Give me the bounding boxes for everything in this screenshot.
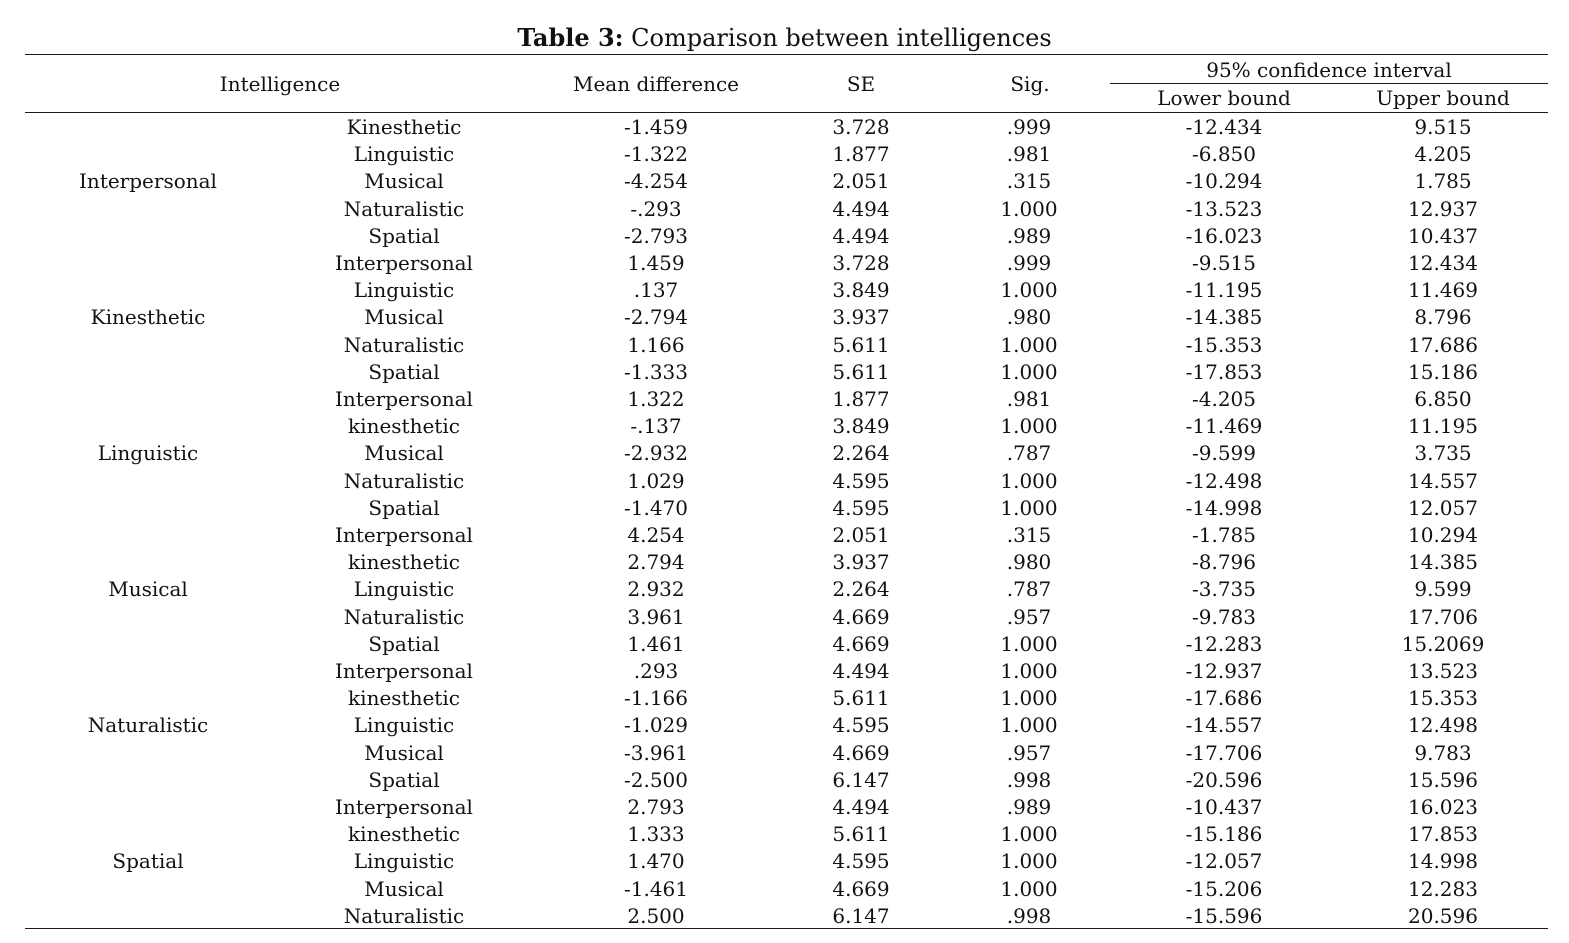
cell-se: 3.849	[832, 278, 890, 303]
cell-se: 6.147	[832, 767, 890, 792]
cell-se: 4.595	[832, 495, 890, 520]
cell-sig: .998	[1006, 903, 1052, 928]
cell-mean-difference: 2.932	[627, 577, 685, 602]
cell-upper-bound: 14.385	[1408, 550, 1478, 575]
cell-mean-difference: 1.461	[627, 631, 685, 656]
cell-lower-bound: -9.599	[1191, 441, 1256, 466]
cell-compared-with: Naturalistic	[343, 196, 465, 221]
cell-lower-bound: -3.735	[1191, 577, 1256, 602]
cell-upper-bound: 10.294	[1408, 523, 1478, 547]
cell-compared-with: Naturalistic	[343, 903, 465, 928]
cell-lower-bound: -17.686	[1185, 686, 1263, 711]
cell-upper-bound: 3.735	[1414, 441, 1472, 466]
cell-compared-with: Musical	[364, 169, 444, 194]
cell-upper-bound: 1.785	[1414, 169, 1472, 194]
cell-sig: 1.000	[1000, 495, 1058, 520]
cell-lower-bound: -15.206	[1185, 876, 1263, 901]
cell-se: 3.849	[832, 414, 890, 439]
header-mean-difference: Mean difference	[572, 72, 740, 96]
cell-sig: .999	[1006, 115, 1052, 139]
cell-sig: .989	[1006, 795, 1052, 819]
caption-label: Table 3:	[517, 23, 624, 52]
top-rule	[25, 54, 1548, 55]
cell-compared-with: Linguistic	[353, 849, 455, 874]
cell-upper-bound: 8.796	[1414, 305, 1472, 330]
cell-sig: 1.000	[1000, 822, 1058, 847]
header-rule	[25, 112, 1548, 113]
cell-lower-bound: -12.434	[1185, 115, 1263, 139]
cell-compared-with: Naturalistic	[343, 604, 465, 629]
cell-se: 4.595	[832, 849, 890, 874]
header-se: SE	[846, 72, 876, 96]
cell-mean-difference: -2.794	[623, 305, 688, 330]
cell-mean-difference: 1.029	[627, 468, 685, 493]
cell-se: 6.147	[832, 903, 890, 928]
cell-mean-difference: -3.961	[623, 740, 688, 765]
cell-compared-with: Spatial	[368, 495, 440, 520]
cell-sig: 1.000	[1000, 631, 1058, 656]
cell-lower-bound: -20.596	[1185, 767, 1263, 792]
cell-compared-with: Linguistic	[353, 142, 455, 167]
cell-upper-bound: 12.283	[1408, 876, 1478, 901]
cell-mean-difference: 1.322	[627, 387, 685, 411]
cell-se: 3.937	[832, 550, 890, 575]
caption-text: Comparison between intelligences	[631, 24, 1052, 52]
group-label: Linguistic	[97, 441, 199, 466]
cell-lower-bound: -15.596	[1185, 903, 1263, 928]
cell-lower-bound: -11.195	[1185, 278, 1263, 303]
cell-lower-bound: -9.783	[1191, 604, 1256, 629]
cell-lower-bound: -6.850	[1191, 142, 1256, 167]
cell-mean-difference: .293	[633, 659, 679, 683]
cell-sig: 1.000	[1000, 196, 1058, 221]
cell-compared-with: Linguistic	[353, 713, 455, 738]
cell-se: 2.264	[832, 577, 890, 602]
cell-compared-with: kinesthetic	[348, 686, 460, 711]
cell-se: 4.669	[832, 631, 890, 656]
cell-compared-with: Musical	[364, 305, 444, 330]
cell-mean-difference: -.293	[630, 196, 682, 221]
cell-upper-bound: 9.599	[1414, 577, 1472, 602]
cell-sig: .787	[1006, 577, 1052, 602]
cell-mean-difference: 4.254	[627, 523, 685, 547]
cell-sig: .980	[1006, 550, 1052, 575]
cell-upper-bound: 6.850	[1414, 387, 1472, 411]
cell-upper-bound: 9.783	[1414, 740, 1472, 765]
header-lower-bound: Lower bound	[1157, 86, 1291, 110]
cell-lower-bound: -12.937	[1185, 659, 1263, 683]
cell-se: 4.595	[832, 713, 890, 738]
cell-upper-bound: 4.205	[1414, 142, 1472, 167]
cell-upper-bound: 9.515	[1414, 115, 1472, 139]
cell-compared-with: kinesthetic	[348, 822, 460, 847]
cell-sig: 1.000	[1000, 876, 1058, 901]
cell-upper-bound: 15.353	[1408, 686, 1478, 711]
cell-se: 1.877	[832, 142, 890, 167]
cell-sig: 1.000	[1000, 414, 1058, 439]
cell-sig: .980	[1006, 305, 1052, 330]
group-label: Musical	[108, 577, 188, 602]
cell-upper-bound: 17.853	[1408, 822, 1478, 847]
cell-upper-bound: 11.195	[1408, 414, 1478, 439]
cell-compared-with: Musical	[364, 441, 444, 466]
cell-se: 4.595	[832, 468, 890, 493]
cell-lower-bound: -16.023	[1185, 223, 1263, 248]
cell-lower-bound: -15.353	[1185, 332, 1263, 357]
cell-compared-with: Interpersonal	[335, 251, 473, 275]
cell-compared-with: Interpersonal	[335, 659, 473, 683]
cell-sig: 1.000	[1000, 332, 1058, 357]
cell-compared-with: Linguistic	[353, 577, 455, 602]
cell-lower-bound: -17.706	[1185, 740, 1263, 765]
cell-upper-bound: 12.937	[1408, 196, 1478, 221]
cell-compared-with: Interpersonal	[335, 387, 473, 411]
cell-lower-bound: -14.385	[1185, 305, 1263, 330]
cell-upper-bound: 16.023	[1408, 795, 1478, 819]
cell-sig: .999	[1006, 251, 1052, 275]
cell-se: 4.494	[832, 795, 890, 819]
cell-compared-with: Spatial	[368, 223, 440, 248]
cell-se: 2.051	[832, 169, 890, 194]
cell-se: 5.611	[832, 332, 890, 357]
cell-mean-difference: -1.166	[623, 686, 688, 711]
cell-se: 4.494	[832, 659, 890, 683]
cell-lower-bound: -4.205	[1191, 387, 1256, 411]
cell-sig: .957	[1006, 604, 1052, 629]
cell-sig: .989	[1006, 223, 1052, 248]
cell-upper-bound: 15.186	[1408, 359, 1478, 384]
cell-lower-bound: -1.785	[1191, 523, 1256, 547]
cell-compared-with: Linguistic	[353, 278, 455, 303]
cell-lower-bound: -11.469	[1185, 414, 1263, 439]
cell-upper-bound: 10.437	[1408, 223, 1478, 248]
cell-mean-difference: 3.961	[627, 604, 685, 629]
cell-compared-with: Kinesthetic	[346, 115, 462, 139]
cell-lower-bound: -8.796	[1191, 550, 1256, 575]
cell-compared-with: Spatial	[368, 767, 440, 792]
group-label: Naturalistic	[87, 713, 209, 738]
cell-lower-bound: -15.186	[1185, 822, 1263, 847]
header-sig: Sig.	[1010, 72, 1050, 96]
group-label: Spatial	[112, 849, 184, 874]
cell-se: 5.611	[832, 822, 890, 847]
cell-se: 5.611	[832, 686, 890, 711]
cell-mean-difference: 1.470	[627, 849, 685, 874]
cell-compared-with: Musical	[364, 876, 444, 901]
cell-mean-difference: -1.459	[623, 115, 688, 139]
cell-compared-with: Naturalistic	[343, 468, 465, 493]
cell-mean-difference: 1.333	[627, 822, 685, 847]
cell-upper-bound: 15.596	[1408, 767, 1478, 792]
cell-mean-difference: 2.793	[627, 795, 685, 819]
cell-sig: .315	[1006, 523, 1052, 547]
cell-upper-bound: 17.706	[1408, 604, 1478, 629]
cell-se: 5.611	[832, 359, 890, 384]
cell-sig: 1.000	[1000, 468, 1058, 493]
cell-upper-bound: 15.2069	[1401, 631, 1485, 656]
cell-compared-with: Spatial	[368, 359, 440, 384]
cell-sig: 1.000	[1000, 659, 1058, 683]
cell-se: 4.669	[832, 876, 890, 901]
cell-sig: 1.000	[1000, 849, 1058, 874]
cell-sig: 1.000	[1000, 713, 1058, 738]
cell-mean-difference: 1.166	[627, 332, 685, 357]
cell-mean-difference: 2.794	[627, 550, 685, 575]
cell-lower-bound: -9.515	[1191, 251, 1256, 275]
cell-upper-bound: 12.434	[1408, 251, 1478, 275]
header-intelligence: Intelligence	[219, 72, 341, 96]
cell-sig: .981	[1006, 387, 1052, 411]
cell-mean-difference: -2.500	[623, 767, 688, 792]
cell-compared-with: Spatial	[368, 631, 440, 656]
cell-mean-difference: -1.333	[623, 359, 688, 384]
cell-lower-bound: -17.853	[1185, 359, 1263, 384]
cell-lower-bound: -12.057	[1185, 849, 1263, 874]
cell-se: 3.728	[832, 115, 890, 139]
cell-mean-difference: .137	[633, 278, 679, 303]
cell-mean-difference: -2.932	[623, 441, 688, 466]
cell-se: 1.877	[832, 387, 890, 411]
header-ci: 95% confidence interval	[1206, 58, 1452, 82]
cell-compared-with: Interpersonal	[335, 523, 473, 547]
cell-se: 4.494	[832, 223, 890, 248]
cell-compared-with: Interpersonal	[335, 795, 473, 819]
cell-lower-bound: -12.283	[1185, 631, 1263, 656]
cell-lower-bound: -12.498	[1185, 468, 1263, 493]
cell-se: 4.669	[832, 604, 890, 629]
cell-lower-bound: -10.294	[1185, 169, 1263, 194]
cell-se: 2.051	[832, 523, 890, 547]
cell-se: 4.494	[832, 196, 890, 221]
group-label: Interpersonal	[79, 169, 217, 194]
cell-compared-with: kinesthetic	[348, 414, 460, 439]
cell-upper-bound: 11.469	[1408, 278, 1478, 303]
cell-sig: .315	[1006, 169, 1052, 194]
cell-mean-difference: 2.500	[627, 903, 685, 928]
cell-mean-difference: -2.793	[623, 223, 688, 248]
group-label: Kinesthetic	[90, 305, 206, 330]
cell-upper-bound: 17.686	[1408, 332, 1478, 357]
cell-upper-bound: 14.557	[1408, 468, 1478, 493]
table-caption	[0, 22, 1569, 54]
cell-se: 2.264	[832, 441, 890, 466]
header-upper-bound: Upper bound	[1376, 86, 1510, 110]
cell-se: 3.728	[832, 251, 890, 275]
cell-mean-difference: -1.461	[623, 876, 688, 901]
cell-mean-difference: -1.470	[623, 495, 688, 520]
cell-upper-bound: 14.998	[1408, 849, 1478, 874]
cell-compared-with: Naturalistic	[343, 332, 465, 357]
cell-sig: .787	[1006, 441, 1052, 466]
cell-sig: 1.000	[1000, 359, 1058, 384]
cell-compared-with: kinesthetic	[348, 550, 460, 575]
cell-mean-difference: -.137	[630, 414, 682, 439]
cell-sig: .981	[1006, 142, 1052, 167]
cell-sig: 1.000	[1000, 278, 1058, 303]
cell-upper-bound: 12.498	[1408, 713, 1478, 738]
cell-sig: 1.000	[1000, 686, 1058, 711]
cell-upper-bound: 13.523	[1408, 659, 1478, 683]
cell-mean-difference: -1.322	[623, 142, 688, 167]
cell-lower-bound: -13.523	[1185, 196, 1263, 221]
cell-sig: .957	[1006, 740, 1052, 765]
cell-upper-bound: 20.596	[1408, 903, 1478, 928]
cell-mean-difference: 1.459	[627, 251, 685, 275]
cell-compared-with: Musical	[364, 740, 444, 765]
cell-lower-bound: -10.437	[1185, 795, 1263, 819]
cell-sig: .998	[1006, 767, 1052, 792]
cell-mean-difference: -4.254	[623, 169, 688, 194]
cell-se: 3.937	[832, 305, 890, 330]
cell-upper-bound: 12.057	[1408, 495, 1478, 520]
cell-mean-difference: -1.029	[623, 713, 688, 738]
cell-lower-bound: -14.998	[1185, 495, 1263, 520]
cell-lower-bound: -14.557	[1185, 713, 1263, 738]
cell-se: 4.669	[832, 740, 890, 765]
